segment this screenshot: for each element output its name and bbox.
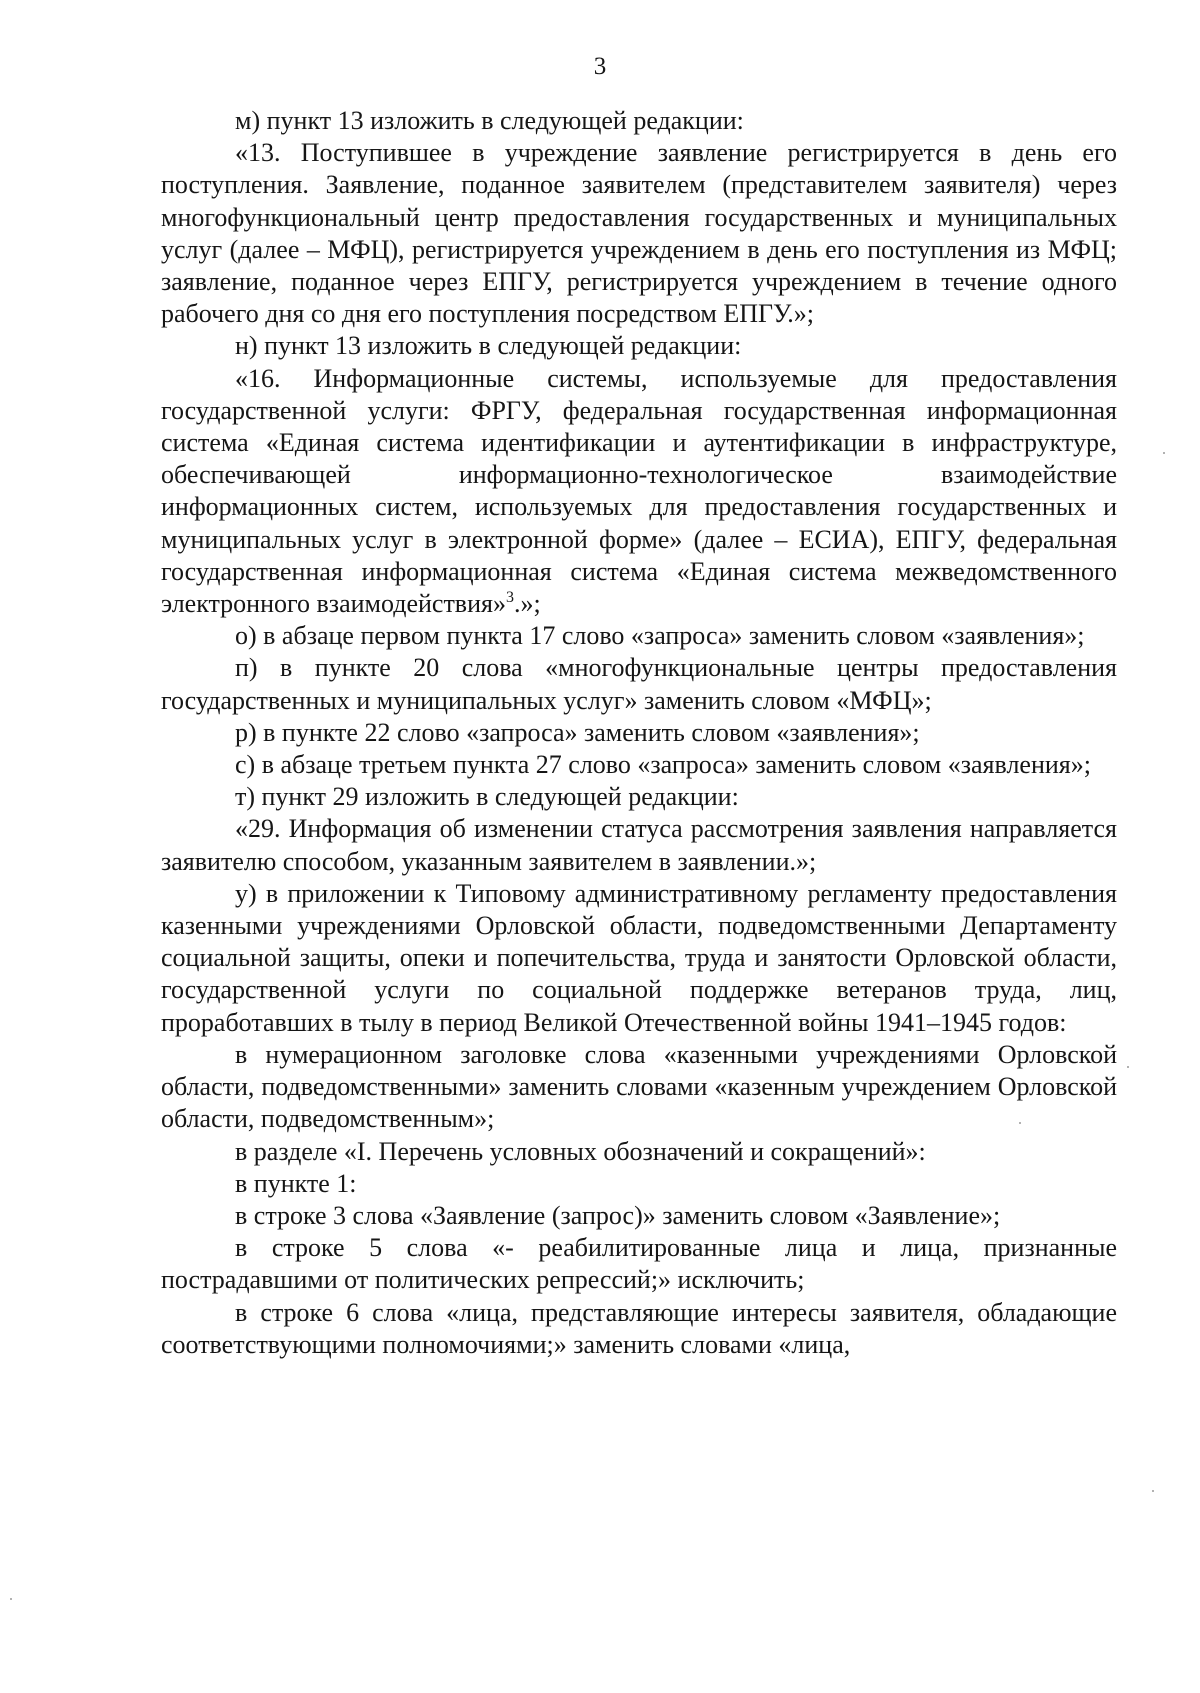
- paragraph-item-16-body: «16. Информационные системы, используемые для предоставления государственной услуги: ФРГУ, федеральная государственная информационная система «Единая система идентификации и аутентификации в инфраструктуре, обеспечивающей информационно-технологическое взаимодействие информационных систем, используемых для предоставления государственных и муниципальных услуг в электронной форме» (далее – ЕСИА), ЕПГУ, федеральная государственная информационная система «Единая система межведомственного электронного взаимодействия»: [161, 363, 1117, 619]
- document-body: [161, 105, 1117, 1361]
- paragraph-p: п) в пункте 20 слова «многофункциональные центры предоставления государственных и муниципальных услуг» заменить словом «МФЦ»;: [161, 653, 1117, 715]
- paragraph-row-3: в строке 3 слова «Заявление (запрос)» заменить словом «Заявление»;: [235, 1200, 1001, 1230]
- paragraph-n: н) пункт 13 изложить в следующей редакции:: [235, 331, 742, 361]
- paragraph-o: о) в абзаце первом пункта 17 слово «запроса» заменить словом «заявления»;: [235, 621, 1085, 651]
- paragraph-u: у) в приложении к Типовому административному регламенту предоставления казенными учреждениями Орловской области, подведомственными Департаменту социальной защиты, опеки и попечительства, труда и занятости Орловской области, государственной услуги по социальной поддержке ветеранов труда, лиц, проработавших в тылу в период Великой Отечественной войны 1941–1945 годов:: [161, 878, 1117, 1037]
- paragraph-item-29-text: «29. Информация об изменении статуса рассмотрения заявления направляется заявителю способом, указанным заявителем в заявлении.»;: [161, 814, 1117, 876]
- paragraph-item-13-text: «13. Поступившее в учреждение заявление регистрируется в день его поступления. Заявление, поданное заявителем (представителем заявителя) через многофункциональный центр предоставления государственных и муниципальных услуг (далее – МФЦ), регистрируется учреждением в день его поступления из МФЦ; заявление, поданное через ЕПГУ, регистрируется учреждением в течение одного рабочего дня со дня его поступления посредством ЕПГУ.»;: [161, 138, 1117, 329]
- paragraph-s: с) в абзаце третьем пункта 27 слово «запроса» заменить словом «заявления»;: [235, 750, 1091, 780]
- scan-speck: [1152, 1490, 1154, 1492]
- paragraph-m: м) пункт 13 изложить в следующей редакции:: [235, 106, 744, 135]
- paragraph-section-i: в разделе «I. Перечень условных обозначений и сокращений»:: [235, 1136, 926, 1166]
- page-number: 3: [593, 53, 607, 80]
- paragraph-row-6: в строке 6 слова «лица, представляющие интересы заявителя, обладающие соответствующими полномочиями;» заменить словами «лица,: [161, 1297, 1117, 1359]
- footnote-mark: 3: [505, 589, 514, 607]
- paragraph-numbering-header: в нумерационном заголовке слова «казенными учреждениями Орловской области, подведомственными» заменить словами «казенным учреждением Орловской области, подведомственным»;: [161, 1039, 1117, 1134]
- paragraph-point-1: в пункте 1:: [235, 1168, 357, 1198]
- scan-speck: [1019, 1122, 1021, 1124]
- scan-speck: [10, 1598, 12, 1600]
- paragraph-t: т) пункт 29 изложить в следующей редакции:: [235, 782, 739, 812]
- paragraph-item-16-tail: .»;: [513, 589, 541, 619]
- scan-speck: [1163, 452, 1165, 454]
- paragraph-r: р) в пункте 22 слово «запроса» заменить словом «заявления»;: [235, 717, 920, 747]
- paragraph-row-5: в строке 5 слова «- реабилитированные лица и лица, признанные пострадавшими от политических репрессий;» исключить;: [161, 1233, 1117, 1295]
- scan-speck: [1127, 1066, 1129, 1068]
- paragraph-item-16-text: [161, 363, 1117, 621]
